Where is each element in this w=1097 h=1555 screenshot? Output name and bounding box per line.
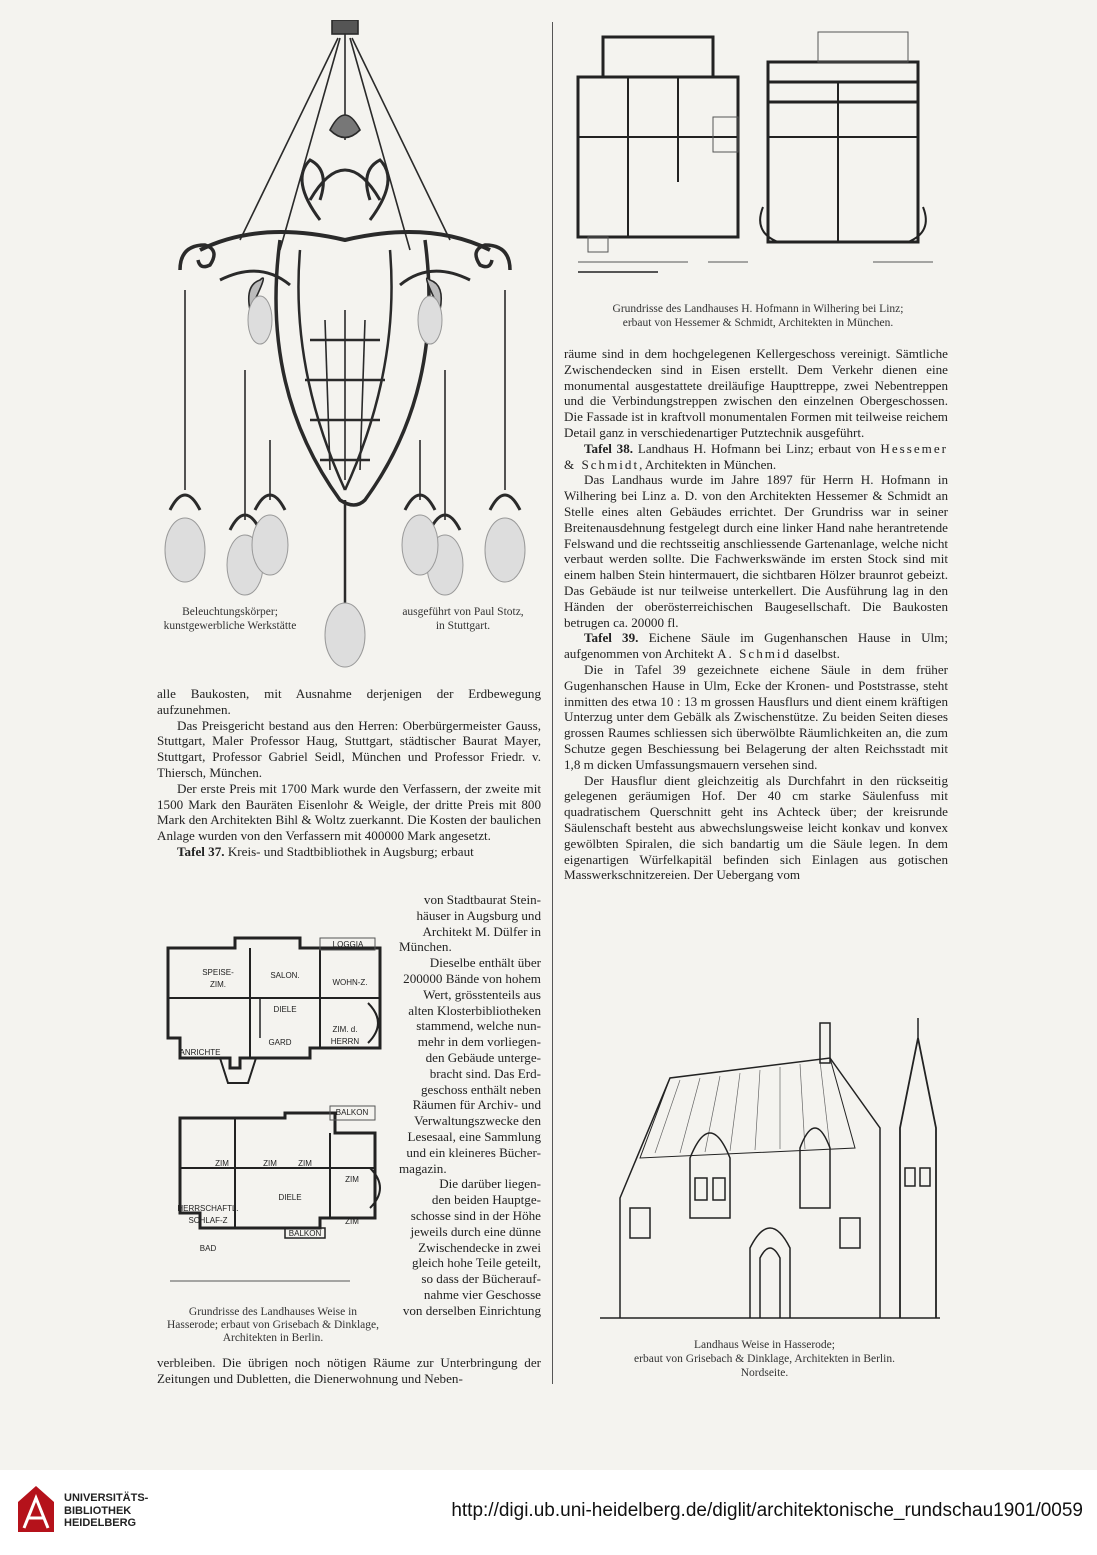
text-line: Wert, grösstenteils aus	[423, 986, 541, 1002]
tafel-38-architects: Hessemer & Schmidt	[564, 440, 948, 472]
plan-label: ZIM	[298, 1159, 312, 1168]
tafel-38-lead: Tafel 38.	[584, 440, 634, 456]
tafel-37-lead: Tafel 37.	[177, 843, 225, 859]
text-line: stammend, welche nun-	[416, 1018, 541, 1034]
text-line: so dass der Bücherauf-	[421, 1271, 541, 1287]
text-line: Verwaltungszwecke den	[414, 1113, 541, 1129]
left-column-text	[157, 686, 541, 860]
weise-plans-caption: Grundrisse des Landhauses Weise in Hasserode; erbaut von Grisebach & Dinklage, Architekten in Berlin.	[166, 1306, 380, 1344]
paragraph: Das Landhaus wurde im Jahre 1897 für Herrn H. Hofmann in Wilhering bei Linz a. D. von den Architekten Hessemer & Schmidt an Stelle eines alten Gebäudes errichtet. Der Grundriss war in seiner Breitenausdehnung festgelegt durch eine linker Hand nahe herantretende Felswand und die rechtsseitig anschliessende Gartenanlage, welche nicht verbaut werden sollte. Die Fachwerkswände im ersten Stock sind mit einem halben Stein hintermauert, die sichtbaren Hölzer braunrot gebeizt. Das Gebäude ist nur teilweise unterkellert. Die Ausführung lag in den Händen der oberösterreichischen Baugesellschaft. Die Baukosten betrugen ca. 20000 fl.	[564, 472, 948, 630]
text-line: jeweils durch eine dünne	[410, 1223, 541, 1239]
tafel-39-head: Eichene Säule im Gugenhanschen Hause in Ulm; aufgenommen von Architekt	[564, 630, 948, 662]
plan-label: ZIM	[215, 1159, 229, 1168]
library-name-line: UNIVERSITÄTS-	[64, 1492, 149, 1504]
plan-label: DIELE	[278, 1193, 302, 1202]
source-url: http://digi.ub.uni-heidelberg.de/diglit/architektonische_rundschau1901/0059	[451, 1500, 1083, 1521]
tafel-39-heading	[564, 630, 948, 662]
plan-label: SCHLAF-Z	[188, 1216, 228, 1225]
plan-label: ZIM.	[210, 980, 226, 989]
plan-label: DIELE	[273, 1005, 297, 1014]
paragraph: räume sind in dem hochgelegenen Kellergeschoss vereinigt. Sämtliche Zwischendecken sind in Eisen erstellt. Dem Verkehr dienen eine monumental ausgestattete dreiläufige Haupttreppe, zwei Nebentreppen und die Verbindungstreppen zwischen den einzelnen Obergeschossen. Die Fassade ist in kraftvoll monumentalen Formen mit teilweise reichem Detail ganz in verschiedenartiger Putztechnik ausgeführt.	[564, 346, 948, 440]
text-line: den beiden Hauptge-	[431, 1192, 541, 1208]
chandelier-caption-left: Beleuchtungskörper; kunstgewerbliche Werkstätte	[163, 606, 297, 632]
hofmann-plans-caption: Grundrisse des Landhauses H. Hofmann in Wilhering bei Linz; erbaut von Hessemer & Schmidt, Architekten in München.	[612, 303, 904, 329]
plan-label: LOGGIA	[332, 940, 364, 949]
plan-label: HERRN	[330, 1037, 360, 1046]
library-name	[64, 1492, 148, 1530]
plan-label: GARD	[268, 1038, 292, 1047]
paragraph: Der erste Preis mit 1700 Mark wurde den Verfassern, der zweite mit 1500 Mark den Bauräten Eisenlohr & Weigle, der dritte Preis mit 800 Mark den Architekten Bihl & Woltz zuerkannt. Die Kosten der baulichen Anlage wurden von den Verfassern mit 400000 Mark angesetzt.	[157, 780, 541, 844]
weise-view-caption: Landhaus Weise in Hasserode; erbaut von Grisebach & Dinklage, Architekten in Berlin. Nordseite.	[634, 1339, 895, 1379]
text-line: Lesesaal, eine Sammlung	[407, 1128, 541, 1144]
plan-label: BAD	[199, 1244, 217, 1253]
tafel-37-head: Kreis- und Stadtbibliothek in Augsburg; erbaut	[227, 843, 474, 859]
plan-label: ZIM. d.	[332, 1025, 358, 1034]
text-line: Dieselbe enthält über	[429, 955, 541, 971]
text-line: nahme vier Geschosse	[423, 1286, 541, 1302]
weise-floor-plans	[140, 928, 390, 1298]
text-line: bracht sind. Das Erd-	[429, 1065, 541, 1081]
chandelier-caption-right: ausgeführt von Paul Stotz, in Stuttgart.	[402, 606, 524, 632]
tafel-38-head: Landhaus H. Hofmann bei Linz; erbaut von	[637, 440, 876, 456]
plan-label: BALKON	[335, 1108, 369, 1117]
paragraph: Die in Tafel 39 gezeichnete eichene Säule in dem früher Gugenhanschen Hause in Ulm, Ecke der Kronen- und Poststrasse, steht inmitten des etwa 10 : 13 m grossen Hausflurs und dient einem kräftigen Unterzug unter dem Gebälk als Zwischenstütze. Zu beiden Seiten dieses grossen Raumes schliessen sich überwölbte Räumlichkeiten an, die zum Schutze gegen Beschiessung bei Belagerung der alten Reichsstadt mit 1,8 m dicken Umfassungsmauern versehen sind.	[564, 661, 948, 772]
chandelier-illustration	[160, 20, 530, 670]
paragraph: alle Baukosten, mit Ausnahme derjenigen der Erdbewegung aufzunehmen.	[157, 686, 541, 717]
library-footer	[0, 1470, 1097, 1555]
right-column-text	[564, 346, 948, 883]
tafel-39-lead: Tafel 39.	[584, 630, 639, 646]
text-line: Zwischendecke in zwei	[418, 1239, 541, 1255]
paragraph: verbleiben. Die übrigen noch nötigen Räume zur Unterbringung der Zeitungen und Dubletten, die Dienerwohnung und Neben-	[157, 1355, 541, 1386]
paragraph: Das Preisgericht bestand aus den Herren: Oberbürgermeister Gauss, Stuttgart, Maler Professor Haug, Stuttgart, städtischer Baurat Mayer, Stuttgart, Professor Gabriel Seidl, München und Professor Friedr. v. Thiersch, München.	[157, 717, 541, 780]
tafel-37-tail-text	[157, 1355, 541, 1387]
library-name-line: HEIDELBERG	[64, 1517, 137, 1529]
text-line: Die darüber liegen-	[439, 1176, 541, 1192]
tafel-39-architect: A. Schmid	[717, 646, 792, 662]
plan-label: BALKON	[288, 1229, 322, 1238]
text-line: Räumen für Archiv- und	[412, 1097, 541, 1113]
tafel-38-heading	[564, 441, 948, 473]
text-line: von Stadtbaurat Stein-	[423, 892, 541, 907]
plan-label: HERRSCHAFTL.	[177, 1204, 239, 1213]
text-line: alten Klosterbibliotheken	[408, 1002, 541, 1018]
plan-label: WOHN-Z.	[332, 978, 368, 987]
hofmann-floor-plans	[568, 22, 948, 292]
text-line: schosse sind in der Höhe	[410, 1207, 541, 1223]
text-line: mehr in dem vorliegen-	[417, 1034, 541, 1050]
library-seal-icon	[16, 1484, 56, 1536]
plan-label: ANRICHTE	[179, 1048, 221, 1057]
text-line: geschoss enthält neben	[421, 1081, 541, 1097]
column-divider	[552, 22, 553, 1384]
paragraph: Der Hausflur dient gleichzeitig als Durchfahrt in den rückseitig gelegenen geräumigen Hof. Der 40 cm starke Säulenfuss mit quadratischem Querschnitt geht ins Achteck über; der kreisrunde Säulenschaft besteht aus abwechslungsweise leicht konkav und konvex gewölbten Spiralen, die sich bandartig um die Säule legen. In dem eigenartigen Würfelkapitäl befinden sich Einlagen aus gotischen Masswerkschnitzereien. Der Uebergang vom	[564, 772, 948, 883]
text-line: 200000 Bände von hohem	[403, 970, 541, 986]
library-name-line: BIBLIOTHEK	[64, 1504, 132, 1517]
landhaus-weise-illustration	[600, 1018, 940, 1323]
text-line: magazin.	[399, 1160, 447, 1176]
text-line: Architekt M. Dülfer in	[422, 923, 541, 939]
tafel-39-rest: daselbst.	[794, 646, 840, 662]
plan-label: SALON.	[270, 971, 300, 980]
plan-label: ZIM	[345, 1175, 359, 1184]
tafel-37-heading	[157, 844, 541, 860]
plan-label: ZIM	[263, 1159, 277, 1168]
text-line: häuser in Augsburg und	[416, 907, 541, 923]
plan-label: SPEISE-	[202, 968, 234, 977]
text-line: gleich hohe Teile geteilt,	[411, 1255, 541, 1271]
tafel-38-rest: , Architekten in München.	[639, 456, 777, 472]
text-line: von derselben Einrichtung	[402, 1302, 541, 1318]
text-line: und ein kleineres Bücher-	[406, 1144, 541, 1160]
plan-label: ZIM	[345, 1217, 359, 1226]
text-line: München.	[399, 939, 452, 955]
tafel-37-narrow-text	[399, 892, 541, 1319]
text-line: den Gebäude unterge-	[425, 1049, 541, 1065]
